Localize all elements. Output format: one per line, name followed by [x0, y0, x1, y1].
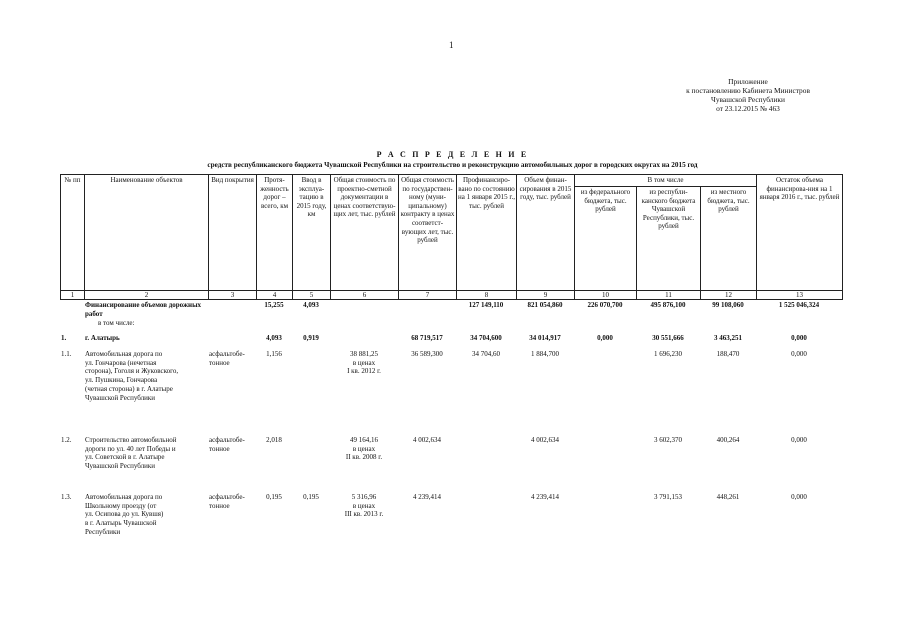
header-col-6: Общая стоимость по проектно-сметной документации в ценах соответствую-щих лет, тыс. рублей: [331, 175, 399, 291]
object-name-line: Чувашской Республики: [85, 462, 156, 471]
object-name-line: Чувашской Республики: [85, 394, 156, 403]
column-number: 1: [61, 291, 85, 300]
object-design-cost: [330, 350, 398, 436]
city-remainder: 0,000: [791, 333, 807, 342]
column-number: 8: [457, 291, 517, 300]
column-number: 3: [209, 291, 257, 300]
design-cost-line: 5 316,96: [351, 492, 377, 501]
city-length: 4,093: [266, 333, 282, 342]
object-local: 400,264: [716, 435, 740, 444]
object-name: [84, 436, 208, 493]
object-name-line: Республики: [85, 528, 121, 537]
city-federal: 0,000: [597, 333, 613, 342]
coating-line: тонное: [209, 501, 230, 510]
object-contract-cost: 4 239,414: [413, 492, 441, 501]
city-name: г. Алатырь: [85, 333, 120, 342]
header-col-11: из республи-канского бюджета Чувашской Республики, тыс. рублей: [637, 187, 701, 291]
design-cost-line: в ценах: [352, 358, 376, 367]
object-design-cost: [330, 493, 398, 538]
coating-line: асфальтобе-: [209, 435, 245, 444]
object-name-line: сторона), Гоголя и Жуковского,: [85, 367, 179, 376]
design-cost-line: I кв. 2012 г.: [347, 367, 381, 376]
column-number: 11: [637, 291, 701, 300]
object-financed: 34 704,60: [472, 349, 500, 358]
summary-remainder: 1 525 046,324: [778, 301, 820, 309]
page-number: 1: [449, 40, 454, 50]
object-num: 1.3.: [61, 492, 72, 501]
object-remainder: 0,000: [791, 349, 807, 358]
object-contract-cost: 4 002,634: [413, 435, 441, 444]
city-republic: 30 551,666: [652, 333, 684, 342]
object-name-line: Автомобильная дорога по: [85, 349, 163, 358]
object-republic: 3 602,370: [654, 435, 682, 444]
object-design-cost: [330, 436, 398, 493]
column-number: 4: [257, 291, 293, 300]
column-number: 5: [293, 291, 331, 300]
summary-republic: 495 876,100: [650, 301, 686, 309]
object-name-line: ул. Пушкина, Гончарова: [85, 376, 158, 385]
object-contract-cost: 36 589,300: [411, 349, 443, 358]
appendix-block: [668, 77, 828, 113]
object-commissioning: [292, 436, 330, 493]
header-col-12: из местного бюджета, тыс. рублей: [701, 187, 757, 291]
object-local: 448,261: [716, 492, 740, 501]
summary-commissioning: 4,093: [303, 301, 319, 309]
table-header: [60, 174, 843, 300]
city-commissioning: 0,919: [303, 333, 319, 342]
summary-financed: 127 149,110: [468, 301, 504, 309]
object-name-line: ул. Гончарова (нечетная: [85, 358, 157, 367]
coating-line: асфальтобе-: [209, 492, 245, 501]
object-name-line: Школьному проезду (от: [85, 501, 157, 510]
city-local: 3 463,251: [714, 333, 742, 342]
header-col-1: № пп: [61, 175, 85, 291]
object-length: 0,195: [266, 492, 282, 501]
object-name: [84, 493, 208, 538]
object-federal: [574, 493, 636, 538]
column-number: 13: [757, 291, 843, 300]
table-body: [60, 301, 842, 537]
object-republic: 3 791,153: [654, 492, 682, 501]
including-label: в том числе:: [98, 318, 135, 327]
header-group-including: В том числе: [575, 175, 757, 187]
column-number: 7: [399, 291, 457, 300]
object-volume-2015: 4 002,634: [531, 435, 559, 444]
object-volume-2015: 1 884,700: [531, 349, 559, 358]
city-contract-cost: 68 719,517: [411, 333, 443, 342]
object-financed: [456, 436, 516, 493]
table-row: [60, 436, 842, 493]
column-number: 9: [517, 291, 575, 300]
object-federal: [574, 350, 636, 436]
design-cost-line: III кв. 2013 г.: [344, 510, 384, 519]
column-number: 2: [85, 291, 209, 300]
object-num: 1.2.: [61, 435, 72, 444]
appendix-line: Приложение: [728, 77, 768, 86]
object-num: 1.1.: [61, 349, 72, 358]
object-federal: [574, 436, 636, 493]
coating-line: тонное: [209, 444, 230, 453]
object-name: [84, 350, 208, 436]
object-remainder: 0,000: [791, 435, 807, 444]
header-col-2: Наименование объектов: [85, 175, 209, 291]
object-length: 1,156: [266, 349, 282, 358]
design-cost-line: в ценах: [352, 444, 376, 453]
appendix-line: от 23.12.2015 № 463: [716, 104, 780, 113]
object-coating: [208, 436, 256, 493]
summary-row: [60, 301, 842, 319]
summary-name: Финансирование объемов дорожных работ: [85, 301, 202, 318]
header-col-5: Ввод в эксплуа-тацию в 2015 году, км: [293, 175, 331, 291]
summary-length: 15,255: [264, 301, 284, 309]
object-name-line: Строительство автомобильной: [85, 435, 177, 444]
appendix-line: к постановлению Кабинета Министров: [686, 86, 810, 95]
header-col-9: Объем финан-сирования в 2015 году, тыс. рублей: [517, 175, 575, 291]
object-remainder: 0,000: [791, 492, 807, 501]
object-name-line: в г. Алатырь Чувашской: [85, 519, 157, 528]
header-col-13: Остаток объема финансирова-ния на 1 января 2016 г., тыс. рублей: [757, 175, 843, 291]
column-number: 10: [575, 291, 637, 300]
appendix-line: Чувашской Республики: [711, 95, 785, 104]
summary-volume-2015: 821 054,860: [527, 301, 563, 309]
design-cost-line: II кв. 2008 г.: [345, 453, 383, 462]
coating-line: тонное: [209, 358, 230, 367]
summary-federal: 226 070,700: [587, 301, 623, 309]
object-volume-2015: 4 239,414: [531, 492, 559, 501]
object-coating: [208, 493, 256, 538]
header-col-4: Протя-женность дорог – всего, км: [257, 175, 293, 291]
column-number: 6: [331, 291, 399, 300]
object-local: 188,470: [716, 349, 740, 358]
document-subtitle: средств республиканского бюджета Чувашской Республики на строительство и реконструкцию автомобильных дорог в городских округах на 2015 год: [207, 161, 698, 169]
document-title: Р А С П Р Е Д Е Л Е Н И Е: [376, 150, 529, 159]
city-row: [60, 334, 842, 343]
object-length: 2,018: [266, 435, 282, 444]
object-name-line: ул. Советской в г. Алатыре: [85, 453, 165, 462]
summary-local: 99 108,060: [712, 301, 744, 309]
column-number: 12: [701, 291, 757, 300]
table-row: [60, 350, 842, 436]
header-col-10: из федерального бюджета, тыс. рублей: [575, 187, 637, 291]
design-cost-line: 49 164,16: [350, 435, 378, 444]
header-col-8: Профинансиро-вано по состоянию на 1 января 2015 г., тыс. рублей: [457, 175, 517, 291]
city-volume-2015: 34 014,917: [529, 333, 561, 342]
object-name-line: ул. Осипова до ул. Кувшя): [85, 510, 164, 519]
object-coating: [208, 350, 256, 436]
object-name-line: Автомобильная дорога по: [85, 492, 163, 501]
coating-line: асфальтобе-: [209, 349, 245, 358]
object-commissioning: 0,195: [303, 492, 319, 501]
object-financed: [456, 493, 516, 538]
object-name-line: (четная сторона) в г. Алатыре: [85, 385, 173, 394]
table-row: [60, 493, 842, 538]
object-name-line: дороги по ул. 40 лет Победы и: [85, 444, 176, 453]
design-cost-line: 38 881,25: [350, 349, 378, 358]
header-col-3: Вид покрытия: [209, 175, 257, 291]
object-republic: 1 696,230: [654, 349, 682, 358]
city-financed: 34 704,600: [470, 333, 502, 342]
design-cost-line: в ценах: [352, 501, 376, 510]
object-commissioning: [292, 350, 330, 436]
header-col-7: Общая стоимость по государствен-ному (муни-ципальному) контракту в ценах соответст-вующих лет, тыс. рублей: [399, 175, 457, 291]
city-num: 1.: [61, 333, 67, 342]
